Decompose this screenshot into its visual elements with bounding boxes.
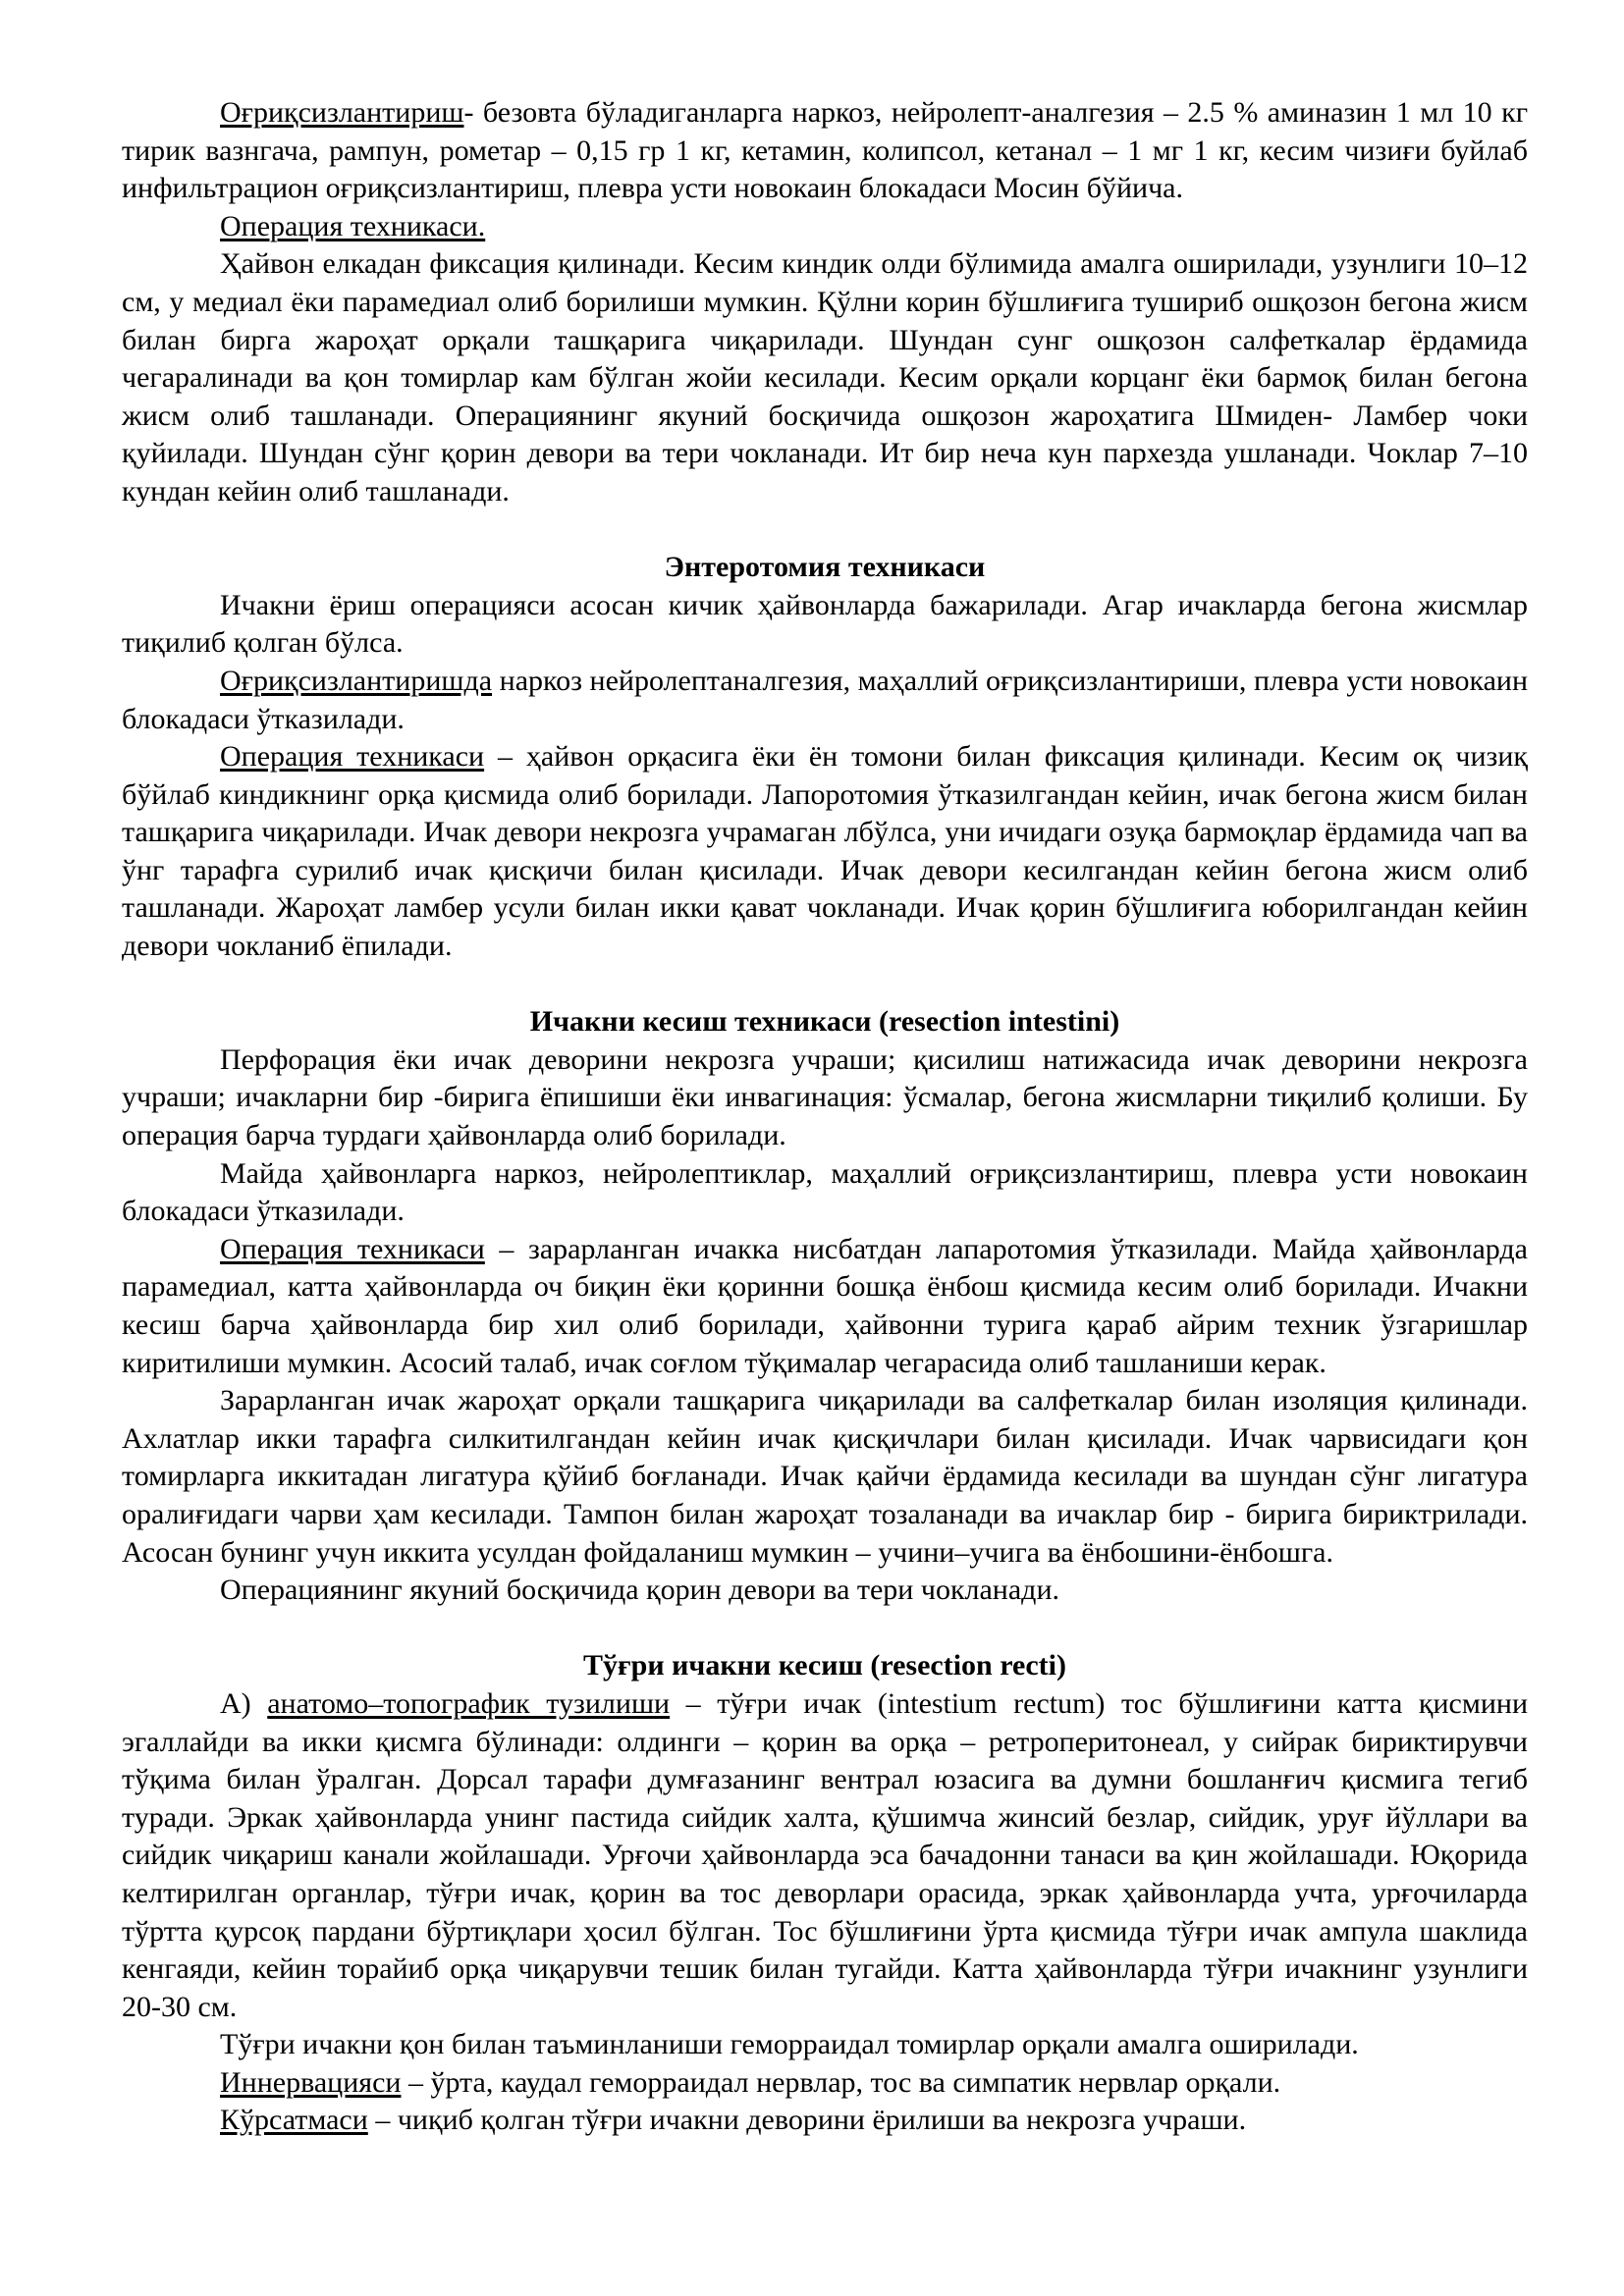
document-page xyxy=(122,94,1528,2140)
term-anesthesia: Оғриқсизлантиришда xyxy=(220,664,493,697)
paragraph-resection-steps: Зарарланган ичак жароҳат орқали ташқарига чиқарилади ва салфеткалар билан изоляция қилинади. Ахлатлар икки тарафга силкитилгандан кейин ичак қисқичлари билан қисилади. Ичак чарвисидаги қон томирларга иккитадан лигатура қўйиб боғланади. Ичак қайчи ёрдамида кесилади ва шундан сўнг лигатура оралиғидаги чарви ҳам кесилади. Тампон билан жароҳат тозаланади ва ичаклар бир - бирига бириктрилади. Асосан бунинг учун иккита усулдан фойдаланиш мумкин – учини–учига ва ёнбошини-ёнбошга. xyxy=(122,1384,1528,1569)
paragraph-rectum-innervation: Иннервацияси – ўрта, каудал геморраидал нервлар, тос ва симпатик нервлар орқали. xyxy=(220,2065,1281,2099)
paragraph-resection-indications: Перфорация ёки ичак деворини некрозга учраши; қисилиш натижасида ичак деворини некрозга учраши; ичакларни бир -бирига ёпишиши ёки инвагинация: ўсмалар, бегона жисмларни тиқилиб қолиши. Бу операция барча турдаги ҳайвонларда олиб борилади. xyxy=(122,1042,1528,1152)
section-heading-intestinal-resection: Ичакни кесиш техникаси (resection intestini) xyxy=(529,1005,1120,1039)
paragraph-enterotomy-anesthesia: Оғриқсизлантиришда наркоз нейролептаналгезия, маҳаллий оғриқсизлантириши, плевра усти новокаин блокадаси ўтказилади. xyxy=(122,664,1528,735)
term-operation-technique: Операция техникаси xyxy=(220,1232,485,1265)
paragraph-resection-anesthesia: Майда ҳайвонларга наркоз, нейролептиклар, маҳаллий оғриқсизлантириш, плевра усти новокаин блокадаси ўтказилади. xyxy=(122,1156,1528,1228)
term-innervation: Иннервацияси xyxy=(220,2065,402,2099)
paragraph-rectum-blood-supply: Тўғри ичакни қон билан таъминланиши геморраидал томирлар орқали амалга оширилади. xyxy=(220,2028,1359,2061)
paragraph-gastrotomy: Ҳайвон елкадан фиксация қилинади. Кесим киндик олди бўлимида амалга оширилади, узунлиги 10–12 см, у медиал ёки парамедиал олиб борилиши мумкин. Қўлни корин бўшлиғига тушириб ошқозон бегона жисм билан бирга жароҳат орқали ташқарига чиқарилади. Шундан сунг ошқозон салфеткалар ёрдамида чегаралинади ва қон томирлар кам бўлган жойи кесилади. Кесим орқали корцанг ёки бармоқ билан бегона жисм олиб ташланади. Операциянинг якуний босқичида ошқозон жароҳатига Шмиден- Ламбер чоки қуйилади. Шундан сўнг қорин девори ва тери чокланади. Ит бир неча кун пархезда ушланади. Чоклар 7–10 кундан кейин олиб ташланади. xyxy=(122,247,1528,507)
paragraph-rectum-indications: Кўрсатмаси – чиқиб қолган тўғри ичакни деворини ёрилиши ва некрозга учраши. xyxy=(220,2104,1247,2137)
term-operation-technique: Операция техникаси xyxy=(220,740,485,774)
paragraph-resection-final: Операциянинг якуний босқичида қорин девори ва тери чокланади. xyxy=(220,1574,1059,1607)
paragraph-enterotomy-technique: Операция техникаси – ҳайвон орқасига ёки ён томони билан фиксация қилинади. Кесим оқ чизиқ бўйлаб киндикнинг орқа қисмида олиб борилади. Лапоротомия ўтказилгандан кейин, ичак бегона жисм билан ташқарига чиқарилади. Ичак девори некрозга учрамаган лбўлса, уни ичидаги озуқа бармоқлар ёрдамида чап ва ўнг тарафга сурилиб ичак қисқичи билан қисилади. Ичак девори кесилгандан кейин бегона жисм олиб ташланади. Жароҳат ламбер усули билан икки қават чокланади. Ичак қорин бўшлиғига юборилгандан кейин девори чокланиб ёпилади. xyxy=(122,740,1528,963)
section-heading-rectal-resection: Тўғри ичакни кесиш (resection recti) xyxy=(583,1649,1066,1682)
paragraph-text: - безовта бўладиганларга наркоз, нейролепт-аналгезия – 2.5 % аминазин 1 мл 10 кг тирик вазнгача, рампун, рометар – 0,15 гр 1 кг, кетамин, колипсол, кетанал – 1 мг 1 кг, кесим чизиғи буйлаб инфильтрацион оғриқсизлантириш, плевра усти новокаин блокадаси Мосин бўйича. xyxy=(122,96,1528,205)
paragraph-enterotomy-intro: Ичакни ёриш операцияси асосан кичик ҳайвонларда бажарилади. Агар ичакларда бегона жисмлар тиқилиб қолган бўлса. xyxy=(122,588,1528,660)
term-indications: Кўрсатмаси xyxy=(220,2104,368,2137)
term-anesthesia: Оғриқсизлантириш xyxy=(220,96,464,129)
term-anatomy: анатомо–топографик тузилиши xyxy=(267,1686,671,1720)
paragraph-resection-technique: Операция техникаси – зарарланган ичакка нисбатдан лапаротомия ўтказилади. Майда ҳайвонларда парамедиал, катта ҳайвонларда оч биқин ёки қоринни бошқа ёнбош қисмида кесим олиб борилади. Ичакни кесиш барча ҳайвонларда бир хил олиб борилади, ҳайвонни турига қараб айрим техник ўзгаришлар киритилиши мумкин. Асосий талаб, ичак соғлом тўқималар чегарасида олиб ташланиши керак. xyxy=(122,1232,1528,1379)
paragraph-anesthesia xyxy=(122,94,1528,208)
subheading-operation-technique: Операция техникаси. xyxy=(220,209,486,242)
paragraph-rectum-anatomy: А) анатомо–топографик тузилиши – тўғри ичак (intestium rectum) тос бўшлиғини катта қисмини эгаллайди ва икки қисмга бўлинади: олдинги – қорин ва орқа – ретроперитонеал, у сийрак бириктирувчи тўқима билан ўралган. Дорсал тарафи думғазанинг вентрал юзасига ва думни бошланғич қисмига тегиб туради. Эркак ҳайвонларда унинг пастида сийдик халта, қўшимча жинсий безлар, сийдик, уруғ йўллари ва сийдик чиқариш канали жойлашади. Урғочи ҳайвонларда эса бачадонни танаси ва қин жойлашади. Юқорида келтирилган органлар, тўғри ичак, қорин ва тос деворлари орасида, эркак ҳайвонларда учта, урғочиларда тўртта қурсоқ пардани бўртиқлари ҳосил бўлган. Тос бўшлиғини ўрта қисмида тўғри ичак ампула шаклида кенгаяди, кейин торайиб орқа чиқарувчи тешик билан тугайди. Катта ҳайвонларда тўғри ичакнинг узунлиги 20-30 см. xyxy=(122,1686,1529,2023)
section-heading-enterotomy: Энтеротомия техникаси xyxy=(664,551,986,584)
